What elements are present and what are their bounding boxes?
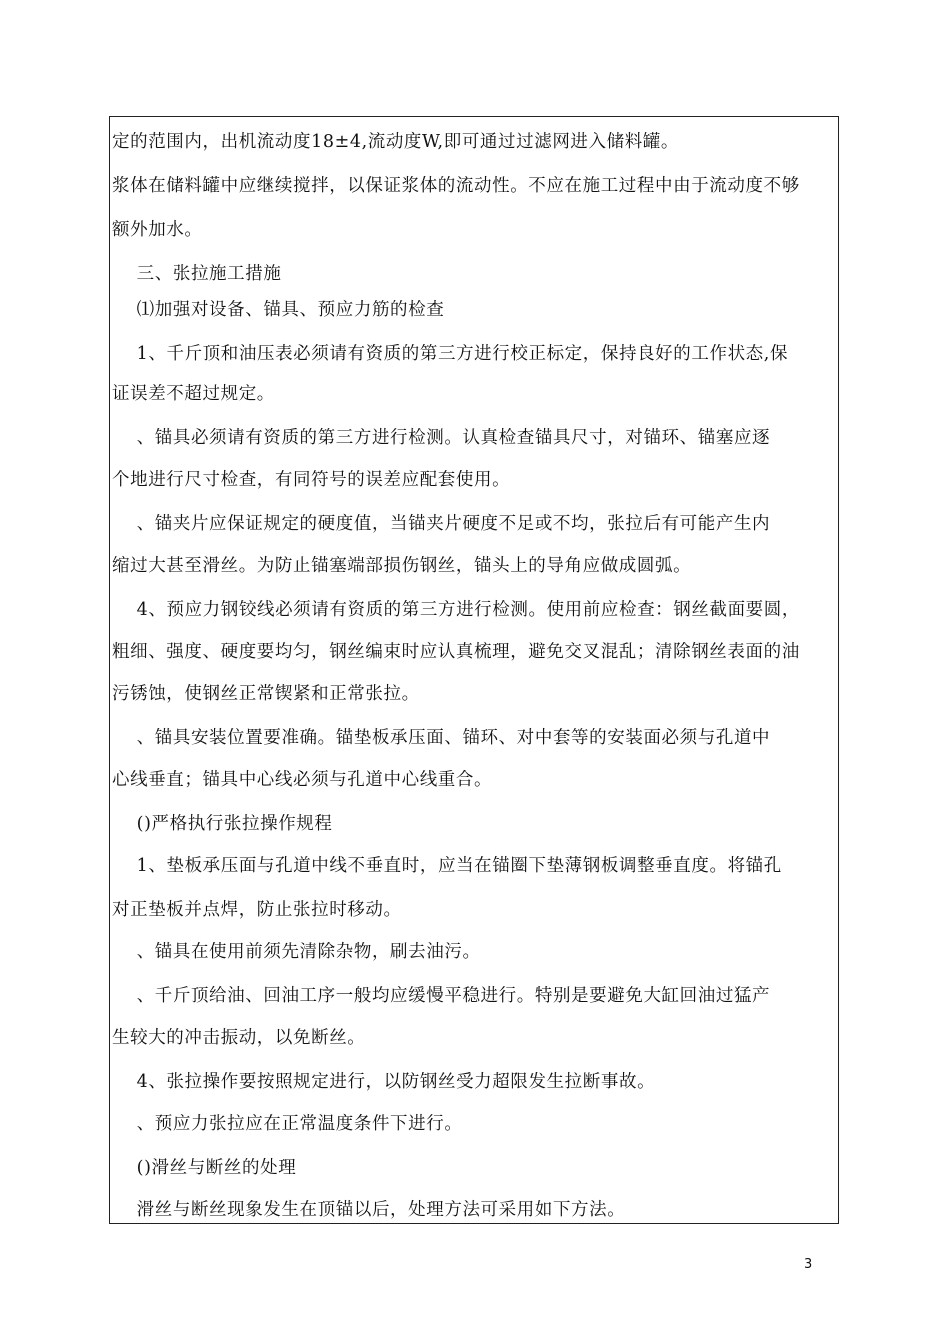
text-line: 4、张拉操作要按照规定进行，以防钢丝受力超限发生拉断事故。 bbox=[112, 1072, 656, 1092]
text-line: 证误差不超过规定。 bbox=[112, 384, 275, 404]
text-line: 缩过大甚至滑丝。为防止锚塞端部损伤钢丝，锚头上的导角应做成圆弧。 bbox=[112, 556, 692, 576]
text-line: 浆体在储料罐中应继续搅拌，以保证浆体的流动性。不应在施工过程中由于流动度不够 bbox=[112, 176, 800, 196]
text-line: 粗细、强度、硬度要均匀，钢丝编束时应认真梳理，避免交叉混乱；清除钢丝表面的油 bbox=[112, 642, 800, 662]
subsection-heading: ⑴加强对设备、锚具、预应力筋的检查 bbox=[112, 300, 445, 320]
subsection-heading: ()滑丝与断丝的处理 bbox=[112, 1158, 297, 1178]
text-line: 1、千斤顶和油压表必须请有资质的第三方进行校正标定，保持良好的工作状态,保 bbox=[112, 344, 789, 364]
text-line: 额外加水。 bbox=[112, 220, 203, 240]
text-line: 、锚夹片应保证规定的硬度值，当锚夹片硬度不足或不均，张拉后有可能产生内 bbox=[112, 514, 771, 534]
text-line: 心线垂直；锚具中心线必须与孔道中心线重合。 bbox=[112, 770, 493, 790]
text-line: 滑丝与断丝现象发生在顶锚以后，处理方法可采用如下方法。 bbox=[112, 1200, 626, 1220]
text-line: 对正垫板并点焊，防止张拉时移动。 bbox=[112, 900, 402, 920]
text-line: 4、预应力钢铰线必须请有资质的第三方进行检测。使用前应检查：钢丝截面要圆， bbox=[112, 600, 800, 620]
page-number: 3 bbox=[804, 1257, 813, 1272]
text-line: 、锚具必须请有资质的第三方进行检测。认真检查锚具尺寸，对锚环、锚塞应逐 bbox=[112, 428, 771, 448]
text-line: 、预应力张拉应在正常温度条件下进行。 bbox=[112, 1114, 463, 1134]
text-line: 定的范围内，出机流动度18±4,流动度W,即可通过过滤网进入储料罐。 bbox=[112, 132, 680, 152]
text-line: 、千斤顶给油、回油工序一般均应缓慢平稳进行。特别是要避免大缸回油过猛产 bbox=[112, 986, 771, 1006]
section-heading: 三、张拉施工措施 bbox=[112, 264, 282, 284]
text-line: 生较大的冲击振动，以免断丝。 bbox=[112, 1028, 366, 1048]
text-line: 个地进行尺寸检查，有同符号的误差应配套使用。 bbox=[112, 470, 511, 490]
text-line: 、锚具安装位置要准确。锚垫板承压面、锚环、对中套等的安装面必须与孔道中 bbox=[112, 728, 771, 748]
subsection-heading: ()严格执行张拉操作规程 bbox=[112, 814, 333, 834]
text-line: 1、垫板承压面与孔道中线不垂直时，应当在锚圈下垫薄钢板调整垂直度。将锚孔 bbox=[112, 856, 782, 876]
text-line: 、锚具在使用前须先清除杂物，刷去油污。 bbox=[112, 942, 481, 962]
text-line: 污锈蚀，使钢丝正常锲紧和正常张拉。 bbox=[112, 684, 420, 704]
